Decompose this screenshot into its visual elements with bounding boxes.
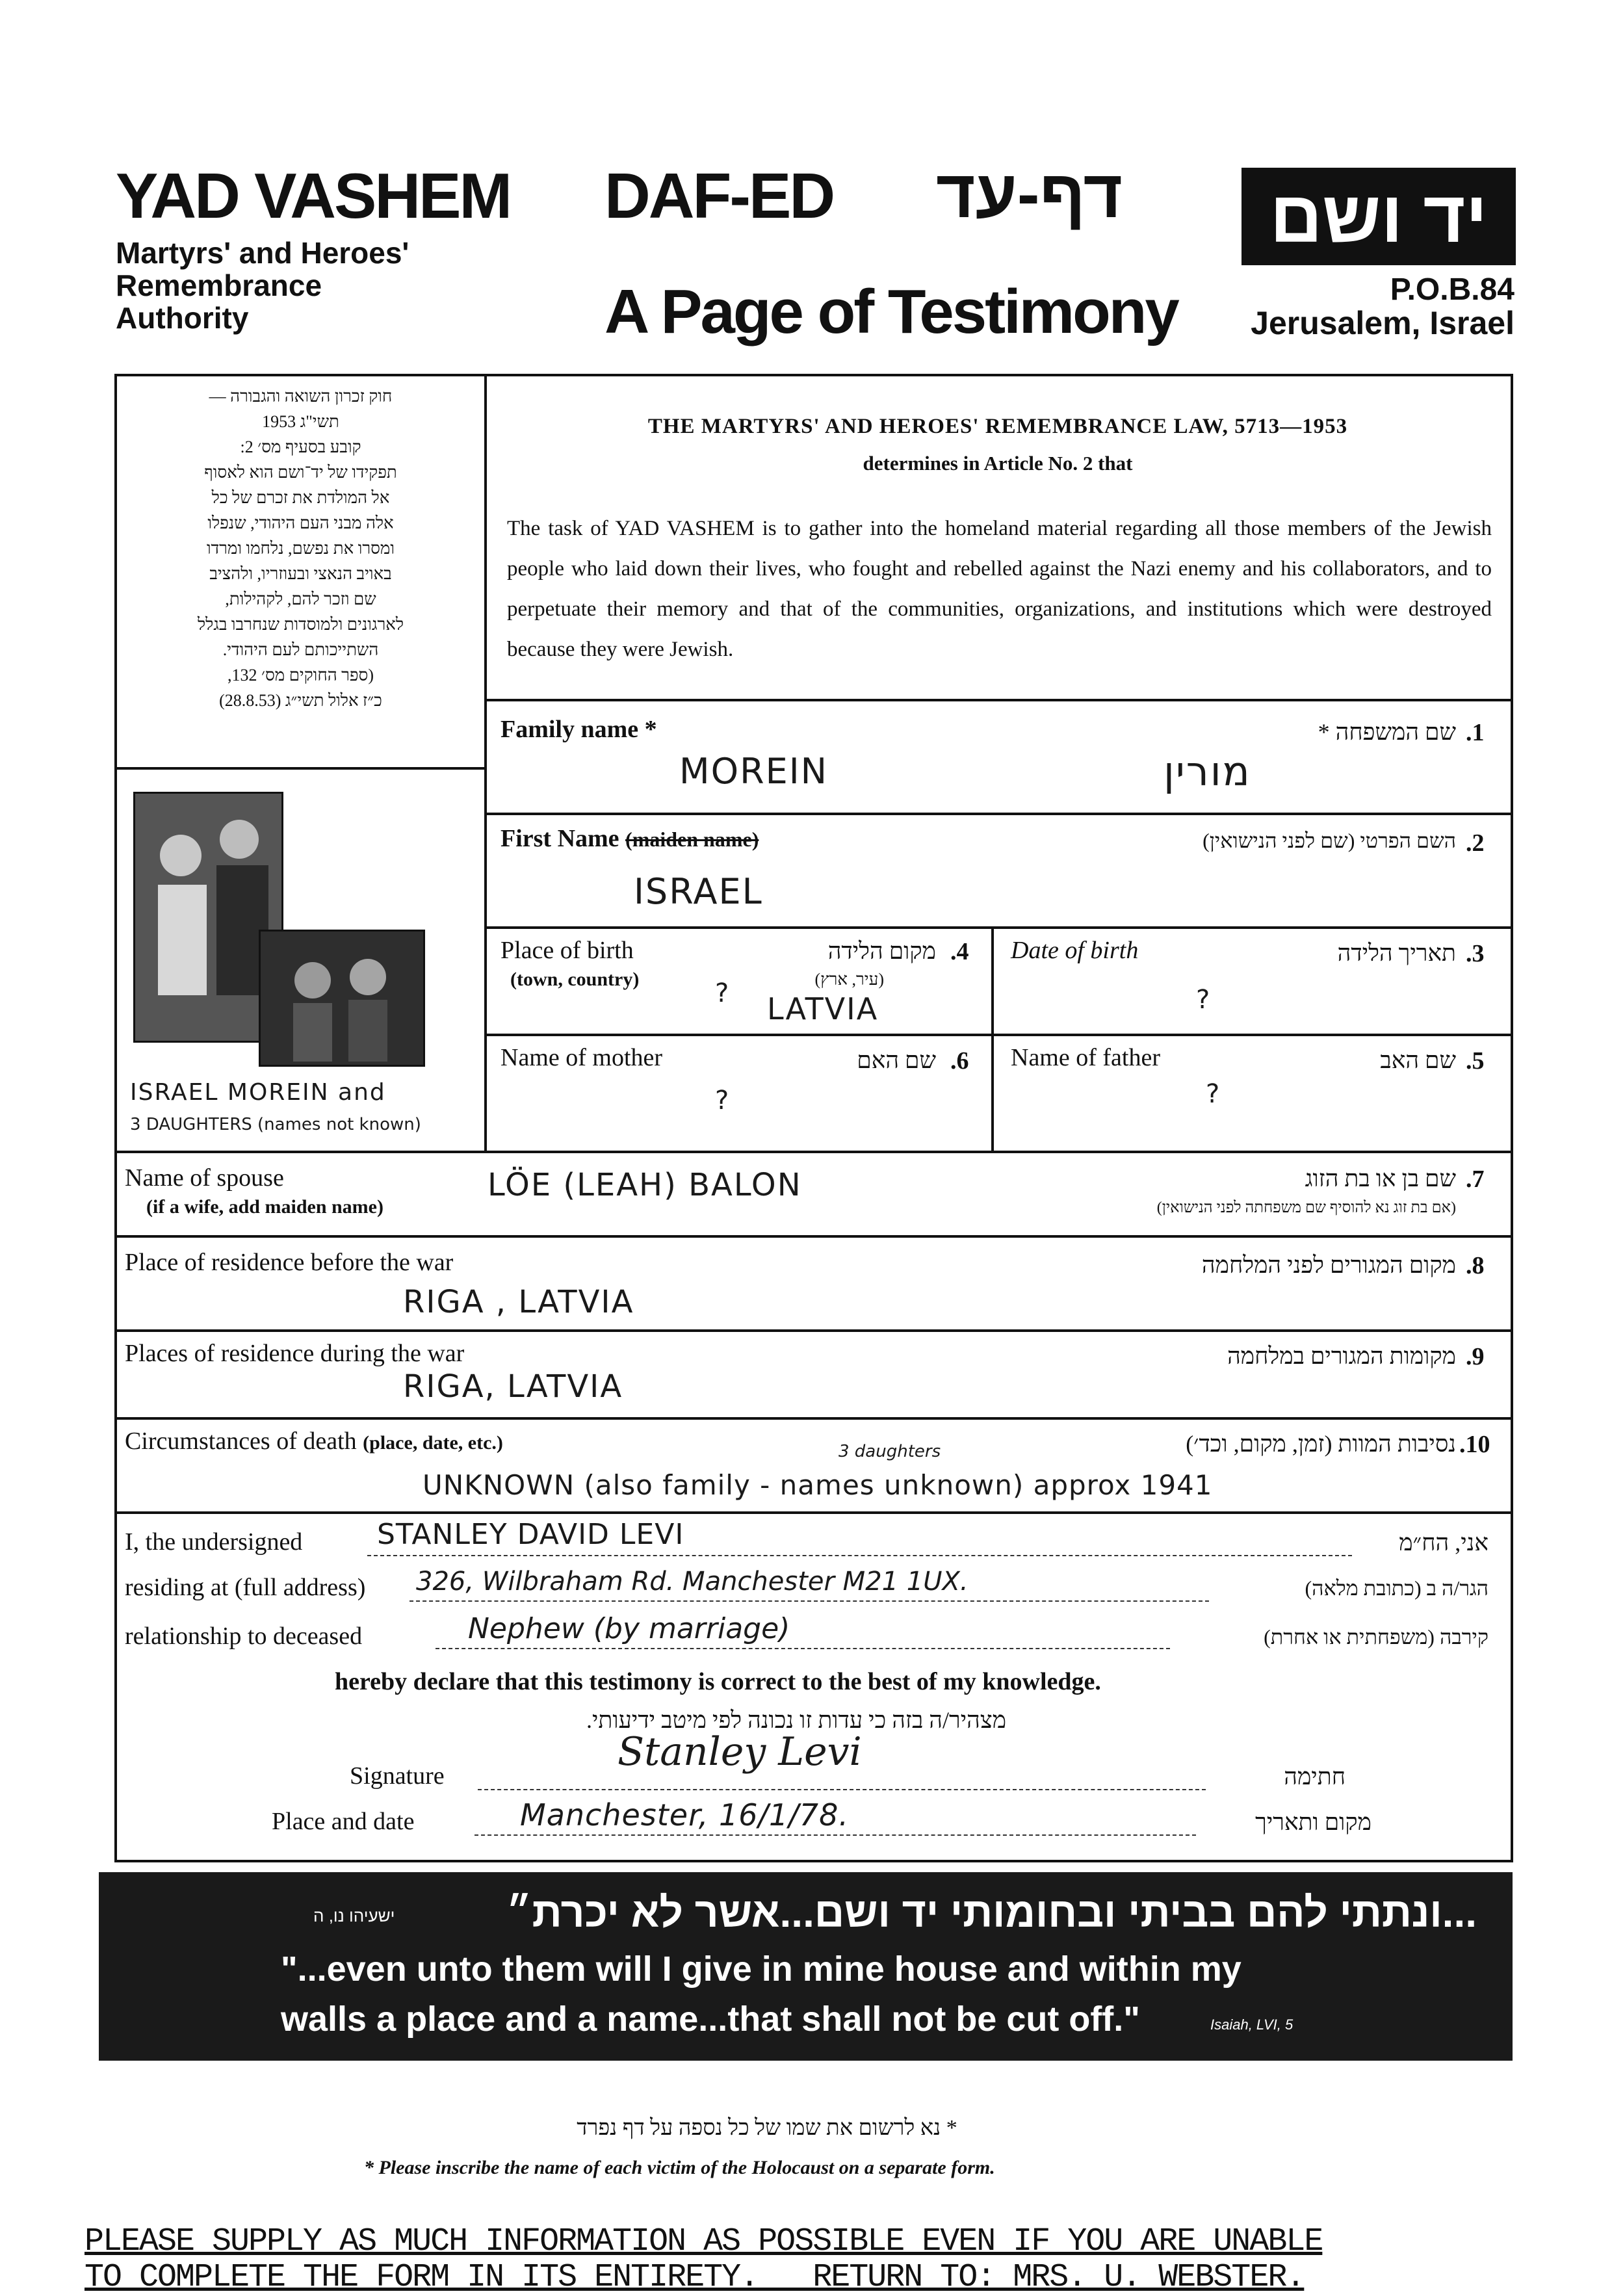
footnote-asterisk-he: *: [941, 2116, 957, 2140]
logo-hebrew-text: יד ושם: [1269, 176, 1488, 257]
date-of-birth-label: Date of birth: [1011, 937, 1139, 964]
signature-line: [478, 1789, 1206, 1790]
quote-banner: [99, 1872, 1513, 2061]
place-of-birth-label: Place of birth: [500, 937, 634, 964]
pob: P.O.B.84: [1390, 272, 1514, 307]
law-english-body: The task of YAD VASHEM is to gather into the homeland material regarding all those members of the Jewish people who laid down their lives, who fought and rebelled against the Nazi enemy and his collaborators, and to perpetuate their memory and that of the communities, organizations, and institutions which were destroyed because they were Jewish.: [507, 517, 1492, 661]
residence-before-label: Place of residence before the war: [125, 1249, 454, 1276]
law-box-bottom-right: [484, 699, 1513, 701]
date-of-birth-num: .3: [1466, 940, 1485, 967]
residence-during-label-he: מקומות המגורים במלחמה: [1227, 1343, 1456, 1369]
spouse-value: LÖE (LEAH) BALON: [488, 1167, 802, 1203]
death-num: .10: [1459, 1431, 1490, 1458]
place-date-label-he: מקום ותאריך: [1255, 1809, 1372, 1835]
spouse-sub-he: (אם בת זוג נא להוסיף שם משפחתה לפני הנישואין): [1156, 1199, 1456, 1216]
relationship-label: relationship to deceased: [125, 1623, 363, 1650]
banner-english-2: walls a place and a name...that shall not be cut off.": [281, 2000, 1140, 2039]
law-hebrew-line: אל המולדת את זכרם של כל: [211, 488, 390, 507]
mother-label: Name of mother: [500, 1044, 663, 1071]
father-label: Name of father: [1011, 1044, 1160, 1071]
father-value: ?: [1206, 1079, 1221, 1109]
residing-line: [410, 1600, 1209, 1602]
residence-before-label-he: מקום המגורים לפני המלחמה: [1201, 1252, 1456, 1278]
law-hebrew-line: שם וזכר להם, לקהילות,: [225, 590, 376, 608]
death-value: UNKNOWN (also family - names unknown) approx 1941: [422, 1469, 1213, 1501]
law-hebrew-line: באויב הנאצי ובעוזריו, ולהציב: [209, 564, 392, 583]
place-of-birth-num: .4: [950, 938, 969, 965]
first-name-label: [500, 824, 759, 853]
spouse-label: Name of spouse: [125, 1164, 284, 1192]
place-of-birth-unknown: ?: [715, 978, 731, 1008]
place-date-value: Manchester, 16/1/78.: [520, 1797, 849, 1833]
declaration-text-he: מצהיר/ה בזה כי עדות זו נכונה לפי מיטב ידיעותי.: [586, 1707, 1007, 1733]
law-hebrew-line: לארגונים ולמוסדות שנחרבו בגלל: [197, 615, 404, 634]
undersigned-line: [367, 1555, 1352, 1556]
law-hebrew-line: כ״ז אלול תשי״ג (28.8.53): [219, 691, 382, 710]
row-divider: [484, 926, 1513, 929]
undersigned-label: I, the undersigned: [125, 1528, 303, 1556]
first-name-num: .2: [1466, 829, 1485, 857]
residence-before-value: RIGA , LATVIA: [403, 1284, 634, 1320]
law-hebrew-line: חוק זכרון השואה והגבורה —: [209, 387, 393, 406]
family-name-label: Family name *: [500, 716, 657, 743]
col-divider: [991, 926, 994, 1151]
mother-num: .6: [950, 1047, 969, 1075]
death-label-sub: (place, date, etc.): [363, 1432, 503, 1454]
photo-small-art: [261, 932, 423, 1065]
law-hebrew-line: ומסרו את נפשם, נלחמו ומרדו: [206, 539, 395, 558]
death-label-he: נסיבות המוות (זמן, מקום, וכד׳): [1186, 1431, 1456, 1457]
city: Jerusalem, Israel: [1251, 305, 1514, 341]
place-date-label: Place and date: [272, 1808, 415, 1835]
footnote-asterisk: *: [364, 2157, 379, 2178]
first-name-label-he: השם הפרטי (שם לפני הנישואין): [1202, 829, 1456, 852]
daf-ed-latin: DAF-ED: [604, 160, 834, 231]
date-of-birth-label-he: תאריך הלידה: [1337, 940, 1456, 966]
law-hebrew-line: קובע בסעיף מס׳ 2:: [240, 437, 361, 456]
photo-caption-2: 3 DAUGHTERS (names not known): [130, 1115, 421, 1134]
org-name: YAD VASHEM: [116, 160, 511, 231]
relationship-label-he: קירבה (משפחתית או אחרת): [1264, 1625, 1488, 1649]
photo-caption-1: ISRAEL MOREIN and: [130, 1079, 386, 1106]
mother-label-he: שם האם: [857, 1047, 936, 1073]
banner-hebrew-ref: ישעיהו נו, ה: [313, 1906, 395, 1925]
undersigned-value: STANLEY DAVID LEVI: [377, 1518, 684, 1551]
father-num: .5: [1466, 1047, 1485, 1075]
first-name-value: ISRAEL: [634, 871, 763, 912]
relationship-value: Nephew (by marriage): [468, 1612, 790, 1645]
law-hebrew-line: השתייכותם לעם היהודי.: [222, 640, 379, 659]
row-divider: [114, 1329, 1513, 1332]
yad-vashem-logo: [1242, 168, 1516, 265]
relationship-line: [436, 1648, 1170, 1649]
place-of-birth-label-he: מקום הלידה: [827, 938, 936, 964]
page-title: A Page of Testimony: [604, 277, 1178, 346]
org-subtitle-2: Remembrance: [116, 268, 322, 302]
family-name-value: MOREIN: [679, 751, 829, 792]
date-of-birth-value: ?: [1196, 985, 1212, 1015]
banner-hebrew: ...ונתתי להם בביתי ובחומותי יד ושם...אשר לא יכרת״: [506, 1889, 1477, 1936]
residence-during-num: .9: [1466, 1343, 1485, 1370]
law-english-title: THE MARTYRS' AND HEROES' REMEMBRANCE LAW, 5713—1953: [647, 415, 1348, 438]
photo-small: [259, 930, 425, 1067]
signature-label-he: חתימה: [1284, 1764, 1346, 1790]
row-divider: [114, 1235, 1513, 1238]
residing-label-text: residing at (full address): [125, 1574, 366, 1601]
spouse-sub: (if a wife, add maiden name): [146, 1196, 384, 1218]
row-divider: [484, 1034, 1513, 1036]
declaration-text: hereby declare that this testimony is correct to the best of my knowledge.: [335, 1668, 1101, 1695]
residence-during-value: RIGA, LATVIA: [403, 1368, 623, 1405]
org-subtitle-1: Martyrs' and Heroes': [116, 236, 410, 270]
daf-ed-hebrew: דף-עד: [936, 157, 1123, 232]
bottom-notice-line-1: PLEASE SUPPLY AS MUCH INFORMATION AS POSSIBLE EVEN IF YOU ARE UNABLE: [84, 2223, 1323, 2260]
footnote-hebrew: [455, 2116, 1079, 2141]
family-name-value-he: מורין: [1164, 748, 1251, 795]
footnote-english-text: Please inscribe the name of each victim of the Holocaust on a separate form.: [378, 2157, 995, 2178]
footnote-english: [364, 2157, 995, 2179]
residing-label-he: הגר/ה ב (כתובת מלאה): [1305, 1576, 1488, 1600]
first-name-label-struck: (maiden name): [625, 828, 759, 851]
place-of-birth-sub: (town, country): [510, 969, 640, 990]
row-divider: [484, 813, 1513, 815]
first-name-label-text: First Name: [500, 825, 619, 852]
place-of-birth-sub-he: (עיר, ארץ): [814, 970, 884, 989]
law-english-subtitle: determines in Article No. 2 that: [863, 452, 1133, 475]
law-hebrew-line: (ספר החוקים מס׳ 132,: [228, 666, 374, 685]
death-label: [125, 1427, 503, 1455]
place-of-birth-value: LATVIA: [767, 991, 879, 1026]
banner-english-ref: Isaiah, LVI, 5: [1210, 2016, 1294, 2033]
row-divider: [114, 1511, 1513, 1514]
mother-value: ?: [715, 1086, 731, 1115]
family-name-label-he: שם המשפחה *: [1318, 719, 1456, 745]
signature-label: Signature: [350, 1762, 445, 1790]
law-hebrew-line: תפקידו של יד־ושם הוא לאסוף: [204, 463, 397, 482]
residing-value: 326, Wilbraham Rd. Manchester M21 1UX.: [416, 1567, 968, 1597]
law-hebrew-line: אלה מבני העם היהודי, שנפלו: [207, 514, 394, 532]
banner-english-1: "...even unto them will I give in mine house and within my: [281, 1950, 1242, 1989]
family-name-num: .1: [1466, 719, 1485, 746]
law-box-bottom: [114, 767, 486, 770]
row-divider: [114, 1151, 1513, 1153]
law-hebrew-text: [127, 384, 474, 713]
place-date-line: [474, 1834, 1196, 1836]
residence-before-num: .8: [1466, 1252, 1485, 1279]
spouse-label-he: שם בן או בת הזוג: [1305, 1166, 1456, 1192]
residing-label: [125, 1573, 365, 1602]
row-divider: [114, 1417, 1513, 1420]
father-label-he: שם האב: [1380, 1047, 1456, 1073]
residence-during-label: Places of residence during the war: [125, 1340, 465, 1367]
death-label-text: Circumstances of death: [125, 1428, 357, 1455]
undersigned-label-he: אני, הח״מ: [1399, 1530, 1488, 1556]
death-note: 3 daughters: [838, 1442, 941, 1461]
bottom-notice-line-2: TO COMPLETE THE FORM IN ITS ENTIRETY. RETURN TO: MRS. U. WEBSTER.: [84, 2259, 1305, 2296]
signature-value: Stanley Levi: [618, 1729, 862, 1775]
footnote-hebrew-text: נא לרשום את שמו של כל נספה על דף נפרד: [577, 2116, 941, 2140]
spouse-num: .7: [1466, 1166, 1485, 1193]
law-hebrew-line: תשי"ג 1953: [262, 412, 339, 431]
org-subtitle-3: Authority: [116, 301, 249, 335]
